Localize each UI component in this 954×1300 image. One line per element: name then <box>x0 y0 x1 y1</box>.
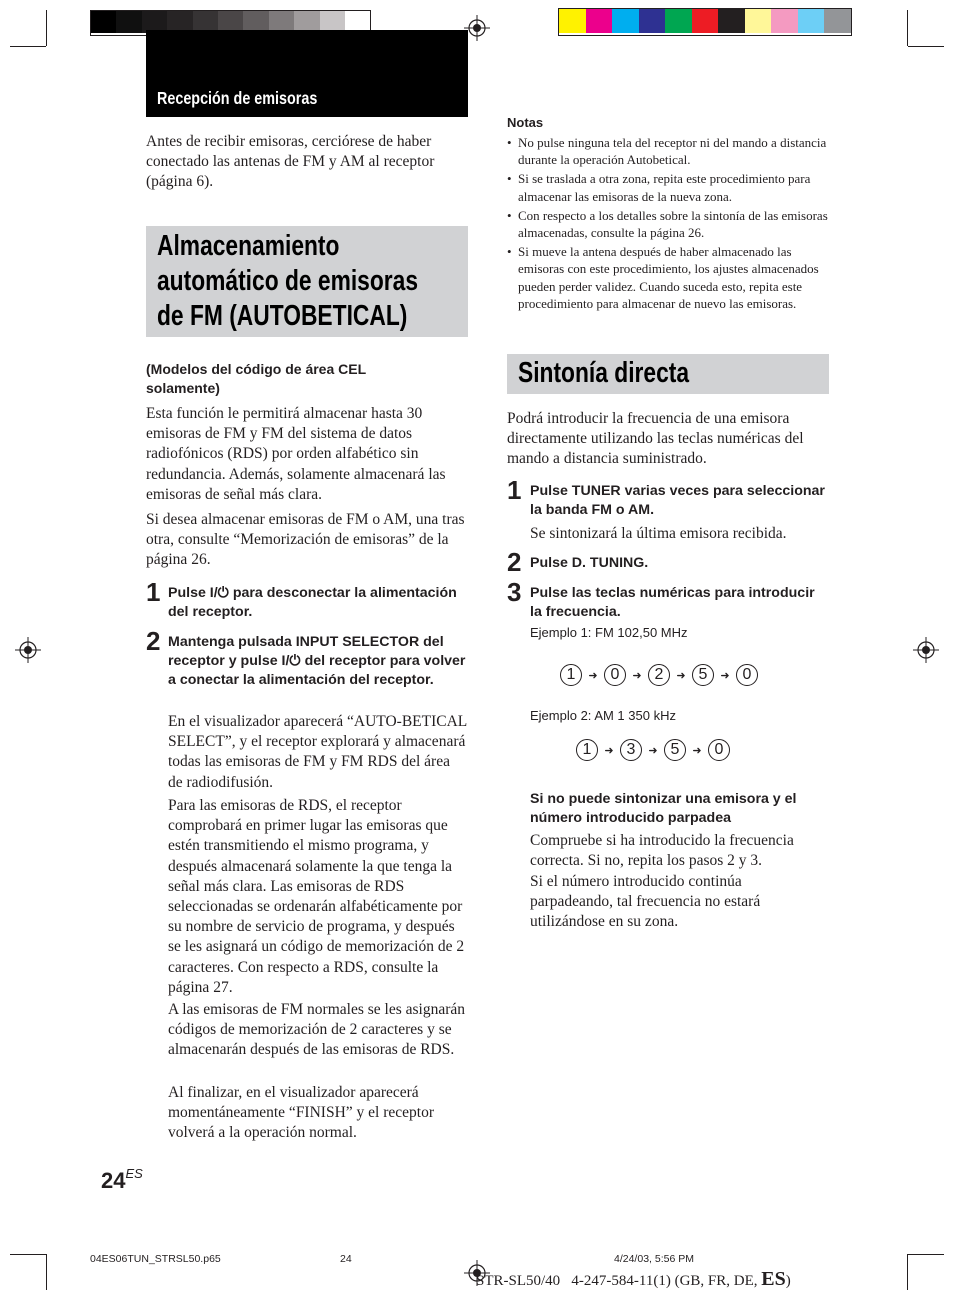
numeric-key-icon: 0 <box>708 739 730 761</box>
trouble-heading: Si no puede sintonizar una emisora y el número introducido parpadea <box>530 791 797 827</box>
footer-file: 04ES06TUN_STRSL50.p65 <box>90 1253 221 1265</box>
color-swatch <box>612 9 639 33</box>
numeric-key-icon: 3 <box>620 739 642 761</box>
color-swatch <box>665 9 692 33</box>
arrow-icon: ➜ <box>720 669 730 682</box>
arrow-icon: ➜ <box>604 744 614 757</box>
color-swatch <box>586 9 613 33</box>
direct-tuning-title-box <box>507 354 829 394</box>
note-item: • Si se traslada a otra zona, repita este procedimiento para almacenar las emisoras de la nueva zona. <box>507 170 829 204</box>
numeric-key-icon: 5 <box>692 664 714 686</box>
step-body: En el visualizador aparecerá “AUTO-BETICAL SELECT”, y el receptor explorará y almacenará todas las emisoras de FM y FM RDS del área de radiodifusión. <box>168 713 467 791</box>
arrow-icon: ➜ <box>676 669 686 682</box>
step-title: Pulse I/⏻ para desconectar la alimentación del receptor. <box>168 585 457 621</box>
crop-mark <box>10 46 46 47</box>
numeric-key-icon: 1 <box>576 739 598 761</box>
example-2-key-sequence <box>576 739 730 761</box>
crop-mark <box>908 1254 944 1255</box>
crop-mark <box>907 10 908 46</box>
color-swatch <box>824 9 851 33</box>
step-number: 2 <box>146 626 161 656</box>
step-title: Pulse TUNER varias veces para seleccionar la banda FM o AM. <box>530 483 825 519</box>
crop-mark <box>908 46 944 47</box>
footer-model-line: STR-SL50/40 4-247-584-11(1) (GB, FR, DE, ES) <box>476 1268 791 1290</box>
numeric-key-icon: 1 <box>560 664 582 686</box>
section-label: Recepción de emisoras <box>157 88 318 108</box>
example-2-label: Ejemplo 2: AM 1 350 kHz <box>530 708 676 723</box>
step-title: Pulse D. TUNING. <box>530 555 649 571</box>
direct-tuning-intro: Podrá introducir la frecuencia de una emisora directamente utilizando las teclas numéricas del mando a distancia suministrado. <box>507 410 804 468</box>
gray-swatch <box>116 11 141 33</box>
step-body: Para las emisoras de RDS, el receptor comprobará en primer lugar las emisoras que estén transmitiendo el mismo programa, y después almacenará solamente la que tenga la señal más clara. Las emisoras de RDS seleccionadas se ordenarán alfabéticamente por su nombre de servicio de programa, y después se les asignará un código de memorización de 2 caracteres. Con respecto a RDS, consulte la página 27. <box>168 797 465 996</box>
trouble-body-2: Si el número introducido continúa parpadeando, tal frecuencia no estará utilizándose en su zona. <box>530 873 761 931</box>
crop-mark <box>10 1254 46 1255</box>
color-swatch <box>718 9 745 33</box>
step-body: Se sintonizará la última emisora recibida. <box>530 525 787 542</box>
color-swatch <box>639 9 666 33</box>
arrow-icon: ➜ <box>692 744 702 757</box>
crop-mark <box>907 1254 908 1290</box>
trouble-body-1: Compruebe si ha introducido la frecuencia correcta. Si no, repita los pasos 2 y 3. <box>530 832 794 870</box>
process-color-bar <box>558 8 852 36</box>
step-number: 1 <box>507 475 522 505</box>
autobetical-paragraph-1: Esta función le permitirá almacenar hasta 30 emisoras de FM y FM del sistema de datos radiofónicos (RDS) por orden alfabético sin redundancia. Además, solamente almacenará las emisoras de señal más clara. <box>146 405 446 503</box>
intro-paragraph: Antes de recibir emisoras, cerciórese de haber conectado las antenas de FM y AM al receptor (página 6). <box>146 133 435 191</box>
section-header-bar <box>146 30 468 117</box>
note-item: • Si mueve la antena después de haber almacenado las emisoras con este procedimiento, los ajustes almacenados pueden perder validez. Cuando suceda esto, repita este procedimiento para almacenar de nuevo las emisoras. <box>507 243 829 312</box>
crop-mark <box>46 1254 47 1290</box>
footer-page: 24 <box>340 1253 352 1265</box>
registration-mark-icon <box>15 637 41 663</box>
color-swatch <box>692 9 719 33</box>
numeric-key-icon: 0 <box>604 664 626 686</box>
color-swatch <box>798 9 825 33</box>
color-swatch <box>745 9 772 33</box>
arrow-icon: ➜ <box>632 669 642 682</box>
step-title: Mantenga pulsada INPUT SELECTOR del receptor y pulse I/⏻ del receptor para volver a conectar la alimentación del receptor. <box>168 634 466 689</box>
step-number: 3 <box>507 577 522 607</box>
color-swatch <box>559 9 586 33</box>
step-number: 1 <box>146 577 161 607</box>
direct-tuning-title: Sintonía directa <box>518 357 690 389</box>
autobetical-title-box <box>146 226 468 337</box>
step-title: Pulse las teclas numéricas para introducir la frecuencia. <box>530 585 815 621</box>
step-number: 2 <box>507 547 522 577</box>
note-item: • Con respecto a los detalles sobre la sintonía de las emisoras almacenadas, consulte la página 26. <box>507 207 829 241</box>
notes-heading: Notas <box>507 115 544 130</box>
autobetical-title: Almacenamiento automático de emisoras de FM (AUTOBETICAL) <box>157 230 419 332</box>
models-note: (Modelos del código de área CEL solamente) <box>146 361 367 396</box>
gray-swatch <box>91 11 116 33</box>
footer-date: 4/24/03, 5:56 PM <box>614 1253 694 1265</box>
example-1-key-sequence <box>560 664 758 686</box>
note-item: • No pulse ninguna tela del receptor ni del mando a distancia durante la operación Autobetical. <box>507 134 829 168</box>
arrow-icon: ➜ <box>588 669 598 682</box>
arrow-icon: ➜ <box>648 744 658 757</box>
numeric-key-icon: 0 <box>736 664 758 686</box>
numeric-key-icon: 2 <box>648 664 670 686</box>
page-number: $24^{ES}$ <box>101 1166 143 1193</box>
notes-list <box>507 134 829 312</box>
step-body: Al finalizar, en el visualizador aparecerá momentáneamente “FINISH” y el receptor volverá a la operación normal. <box>168 1084 434 1142</box>
autobetical-paragraph-2: Si desea almacenar emisoras de FM o AM, una tras otra, consulte “Memorización de emisoras” de la página 26. <box>146 511 465 569</box>
step-body: A las emisoras de FM normales se les asignarán códigos de memorización de 2 caracteres y se almacenarán después de las emisoras de RDS. <box>168 1001 466 1059</box>
numeric-key-icon: 5 <box>664 739 686 761</box>
crop-mark <box>46 10 47 46</box>
example-1-label: Ejemplo 1: FM 102,50 MHz <box>530 625 688 640</box>
registration-mark-icon <box>913 637 939 663</box>
color-swatch <box>771 9 798 33</box>
